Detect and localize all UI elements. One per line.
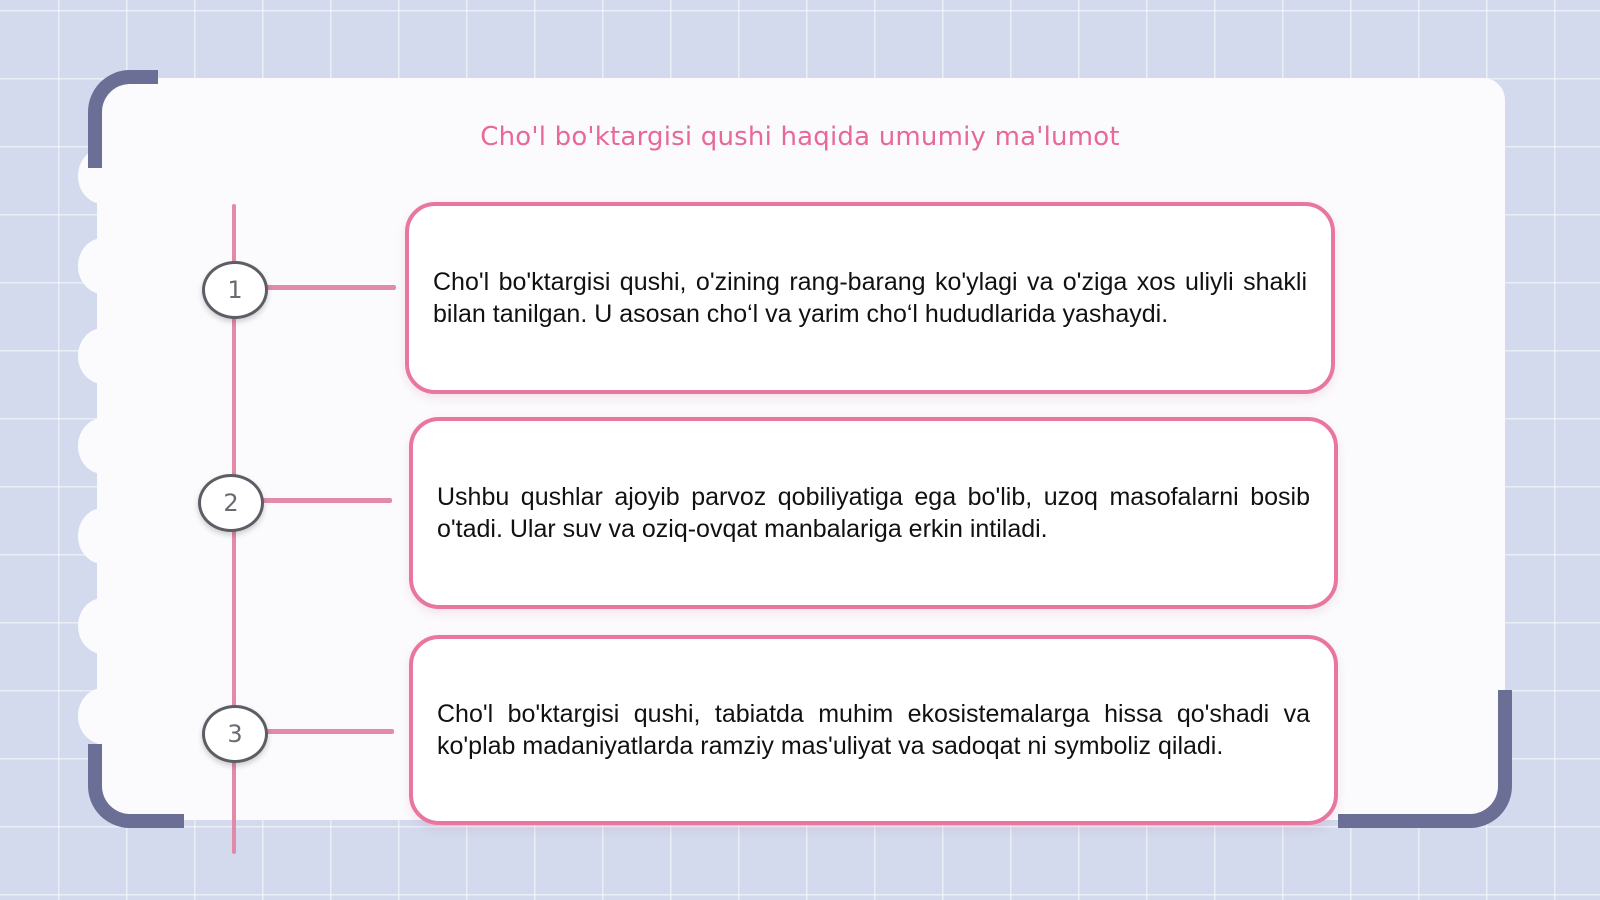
step-number-2: 2 bbox=[198, 474, 264, 532]
paper-scallop bbox=[78, 418, 128, 474]
info-card-text: Cho'l bo'ktargisi qushi, tabiatda muhim ekosistemalarga hissa qo'shadi va ko'plab madaniyatlarda ramziy mas'uliyat va sadoqat ni symboliz qiladi. bbox=[437, 700, 1310, 760]
paper-scallop bbox=[78, 238, 128, 294]
frame-corner-top-left bbox=[88, 70, 158, 168]
info-card-2 bbox=[409, 417, 1338, 609]
paper-scallop bbox=[78, 328, 128, 384]
info-card-text: Ushbu qushlar ajoyib parvoz qobiliyatiga ega bo'lib, uzoq masofalarni bosib o'tadi. Ular suv va oziq-ovqat manbalariga erkin intiladi. bbox=[437, 483, 1310, 543]
paper-scallop bbox=[78, 508, 128, 564]
timeline-connector bbox=[266, 285, 396, 290]
info-card-3 bbox=[409, 635, 1338, 825]
timeline-connector bbox=[262, 498, 392, 503]
step-number-3: 3 bbox=[202, 705, 268, 763]
step-number-1: 1 bbox=[202, 261, 268, 319]
frame-corner-bottom-right bbox=[1338, 690, 1512, 828]
page-title: Cho'l bo'ktargisi qushi haqida umumiy ma'lumot bbox=[480, 122, 1120, 152]
frame-corner-bottom-left bbox=[88, 744, 184, 828]
timeline-connector bbox=[266, 729, 394, 734]
paper-scallop bbox=[78, 688, 128, 744]
paper-scallop bbox=[78, 598, 128, 654]
info-card-1 bbox=[405, 202, 1335, 394]
info-card-text: Cho'l bo'ktargisi qushi, o'zining rang-barang ko'ylagi va o'ziga xos uliyli shakli bilan tanilgan. U asosan cho‘l va yarim cho‘l hududlarida yashaydi. bbox=[433, 268, 1307, 328]
